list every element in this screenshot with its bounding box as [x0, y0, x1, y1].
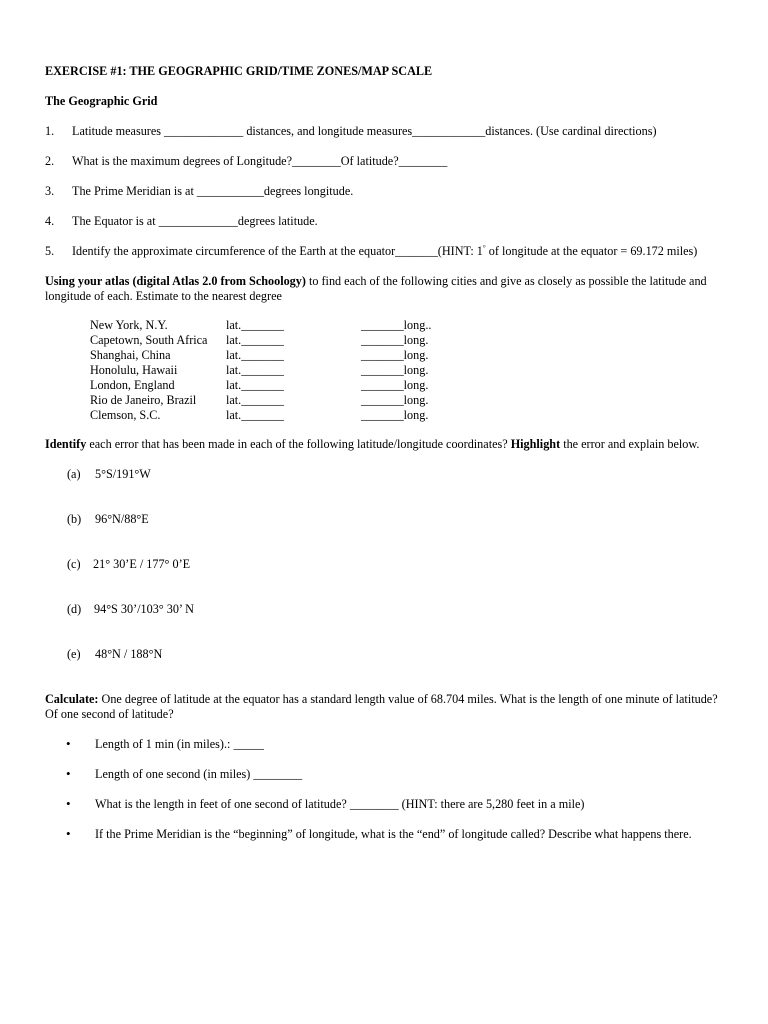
page-title: EXERCISE #1: THE GEOGRAPHIC GRID/TIME ZONES/MAP SCALE — [45, 64, 433, 78]
section-heading: The Geographic Grid — [45, 94, 158, 108]
question-text-part: of longitude at the equator = 69.172 miles) — [485, 244, 698, 258]
bullet-icon: • — [66, 736, 71, 751]
identify-text: each error that has been made in each of the following latitude/longitude coordinates? — [86, 437, 511, 451]
question-text: What is the maximum degrees of Longitude?________Of latitude?________ — [72, 154, 448, 168]
city-long-blank: _______long. — [361, 378, 429, 392]
city-name: Shanghai, China — [90, 348, 171, 362]
city-lat-blank: lat._______ — [226, 378, 284, 392]
bullet-icon: • — [66, 796, 71, 811]
city-name: Clemson, S.C. — [90, 408, 161, 422]
city-long-blank: _______long. — [361, 363, 429, 377]
question-text — [72, 244, 697, 259]
city-long-blank: _______long.. — [361, 318, 432, 332]
question-text: Latitude measures _____________ distances, and longitude measures____________distances. (Use cardinal directions) — [72, 124, 657, 138]
calculate-text: One degree of latitude at the equator has a standard length value of 68.704 miles. What is the length of one minute of latitude? Of one second of latitude? — [45, 692, 718, 721]
question-number: 5. — [45, 244, 55, 258]
bullet-item: If the Prime Meridian is the “beginning” of longitude, what is the “end” of longitude called? Describe what happens there. — [95, 827, 692, 841]
city-name: Capetown, South Africa — [90, 333, 208, 347]
question-text: The Equator is at _____________degrees latitude. — [72, 214, 318, 228]
identify-text-end: the error and explain below. — [560, 437, 700, 451]
bullet-icon: • — [66, 766, 71, 781]
bullet-item: What is the length in feet of one second of latitude? ________ (HINT: there are 5,280 feet in a mile) — [95, 797, 585, 811]
error-label: (d) — [67, 602, 82, 616]
question-number: 1. — [45, 124, 55, 138]
city-long-blank: _______long. — [361, 393, 429, 407]
city-lat-blank: lat._______ — [226, 318, 284, 332]
error-coordinate: 96°N/88°E — [95, 512, 149, 526]
bullet-icon: • — [66, 826, 71, 841]
city-lat-blank: lat._______ — [226, 348, 284, 362]
error-coordinate: 48°N / 188°N — [95, 647, 163, 661]
atlas-instruction-text: to find each of the following cities and give as closely as possible the latitude and longitude of each. Estimate to the nearest degree — [45, 274, 707, 303]
error-coordinate: 94°S 30’/103° 30’ N — [94, 602, 194, 616]
city-long-blank: _______long. — [361, 333, 429, 347]
city-lat-blank: lat._______ — [226, 333, 284, 347]
error-coordinate: 5°S/191°W — [95, 467, 151, 481]
error-label: (c) — [67, 557, 81, 571]
calculate-instruction — [45, 692, 725, 722]
city-long-blank: _______long. — [361, 348, 429, 362]
city-name: New York, N.Y. — [90, 318, 168, 332]
bullet-item: Length of 1 min (in miles).: _____ — [95, 737, 264, 751]
question-text-part: Identify the approximate circumference of the Earth at the equator_______(HINT: 1 — [72, 244, 483, 258]
city-name: Rio de Janeiro, Brazil — [90, 393, 197, 407]
city-lat-blank: lat._______ — [226, 408, 284, 422]
question-number: 4. — [45, 214, 55, 228]
city-lat-blank: lat._______ — [226, 363, 284, 377]
atlas-instruction — [45, 274, 725, 304]
degree-superscript: ° — [482, 244, 486, 252]
calculate-bold: Calculate: — [45, 692, 99, 706]
error-label: (a) — [67, 467, 81, 481]
error-label: (e) — [67, 647, 81, 661]
error-coordinate: 21° 30’E / 177° 0’E — [93, 557, 191, 571]
question-number: 3. — [45, 184, 55, 198]
bullet-item: Length of one second (in miles) ________ — [95, 767, 303, 781]
identify-instruction — [45, 437, 699, 452]
question-number: 2. — [45, 154, 55, 168]
city-lat-blank: lat._______ — [226, 393, 284, 407]
error-label: (b) — [67, 512, 82, 526]
identify-bold: Identify — [45, 437, 87, 451]
highlight-bold: Highlight — [510, 437, 561, 451]
question-text: The Prime Meridian is at ___________degrees longitude. — [72, 184, 354, 198]
city-name: London, England — [90, 378, 175, 392]
city-long-blank: _______long. — [361, 408, 429, 422]
city-name: Honolulu, Hawaii — [90, 363, 178, 377]
atlas-instruction-bold: Using your atlas (digital Atlas 2.0 from Schoology) — [45, 274, 306, 288]
